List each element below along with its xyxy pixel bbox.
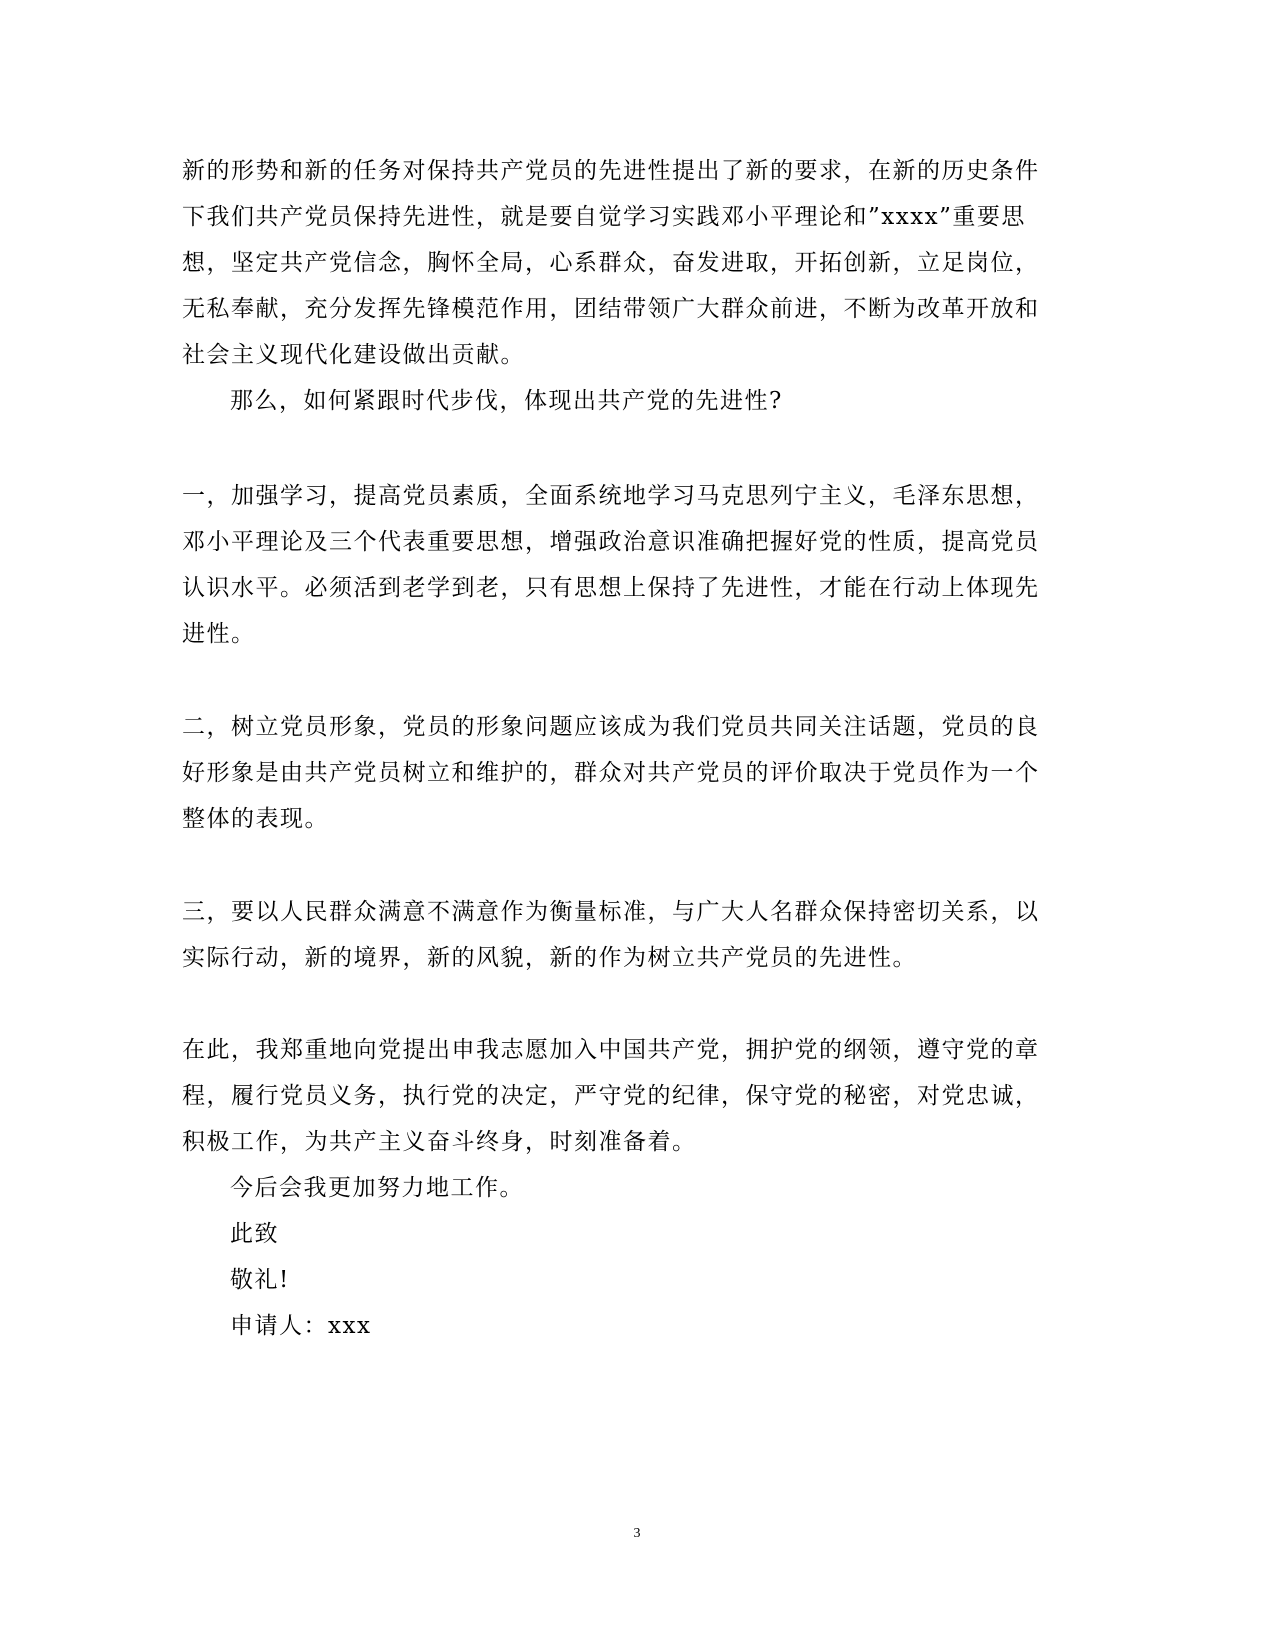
point-two-paragraph — [182, 704, 1062, 842]
paragraph-line: 在此，我郑重地向党提出申我志愿加入中国共产党，拥护党的纲领，遵守党的章 — [182, 1037, 1040, 1063]
paragraph-line: 实际行动，新的境界，新的风貌，新的作为树立共产党员的先进性。 — [182, 945, 917, 971]
paragraph-line: 社会主义现代化建设做出贡献。 — [182, 342, 525, 368]
paragraph-line: 认识水平。必须活到老学到老，只有思想上保持了先进性，才能在行动上体现先 — [182, 575, 1040, 601]
paragraph-line: 积极工作，为共产主义奋斗终身，时刻准备着。 — [182, 1129, 697, 1155]
paragraph-line: 下我们共产党员保持先进性，就是要自觉学习实践邓小平理论和”xxxx”重要思 — [182, 204, 1026, 230]
question-paragraph — [182, 378, 1062, 424]
paragraph-line: 程，履行党员义务，执行党的决定，严守党的纪律，保守党的秘密，对党忠诚， — [182, 1083, 1040, 1109]
point-three-paragraph — [182, 889, 1062, 981]
paragraph-line: 三，要以人民群众满意不满意作为衡量标准，与广大人名群众保持密切关系，以 — [182, 899, 1040, 925]
paragraph-line: 整体的表现。 — [182, 806, 329, 832]
intro-paragraph — [182, 148, 1062, 378]
paragraph-line: 邓小平理论及三个代表重要思想，增强政治意识准确把握好党的性质，提高党员 — [182, 529, 1040, 555]
paragraph-line: 进性。 — [182, 621, 256, 647]
closing-regards: 敬礼! — [230, 1267, 290, 1293]
point-one-paragraph — [182, 473, 1062, 657]
closing-block — [182, 1165, 1062, 1349]
paragraph-line: 新的形势和新的任务对保持共产党员的先进性提出了新的要求，在新的历史条件 — [182, 158, 1040, 184]
page-number: 3 — [633, 1526, 641, 1541]
applicant-signature: 申请人：xxx — [230, 1313, 372, 1339]
declaration-paragraph — [182, 1027, 1062, 1165]
paragraph-line: 好形象是由共产党员树立和维护的，群众对共产党员的评价取决于党员作为一个 — [182, 760, 1040, 786]
question-line: 那么，如何紧跟时代步伐，体现出共产党的先进性? — [230, 388, 783, 414]
paragraph-line: 无私奉献，充分发挥先锋模范作用，团结带领广大群众前进，不断为改革开放和 — [182, 296, 1040, 322]
paragraph-line: 一，加强学习，提高党员素质，全面系统地学习马克思列宁主义，毛泽东思想， — [182, 483, 1040, 509]
paragraph-line: 想，坚定共产党信念，胸怀全局，心系群众，奋发进取，开拓创新，立足岗位， — [182, 250, 1040, 276]
closing-commitment: 今后会我更加努力地工作。 — [230, 1175, 524, 1201]
closing-salutation: 此致 — [230, 1221, 279, 1247]
paragraph-line: 二，树立党员形象，党员的形象问题应该成为我们党员共同关注话题，党员的良 — [182, 714, 1040, 740]
